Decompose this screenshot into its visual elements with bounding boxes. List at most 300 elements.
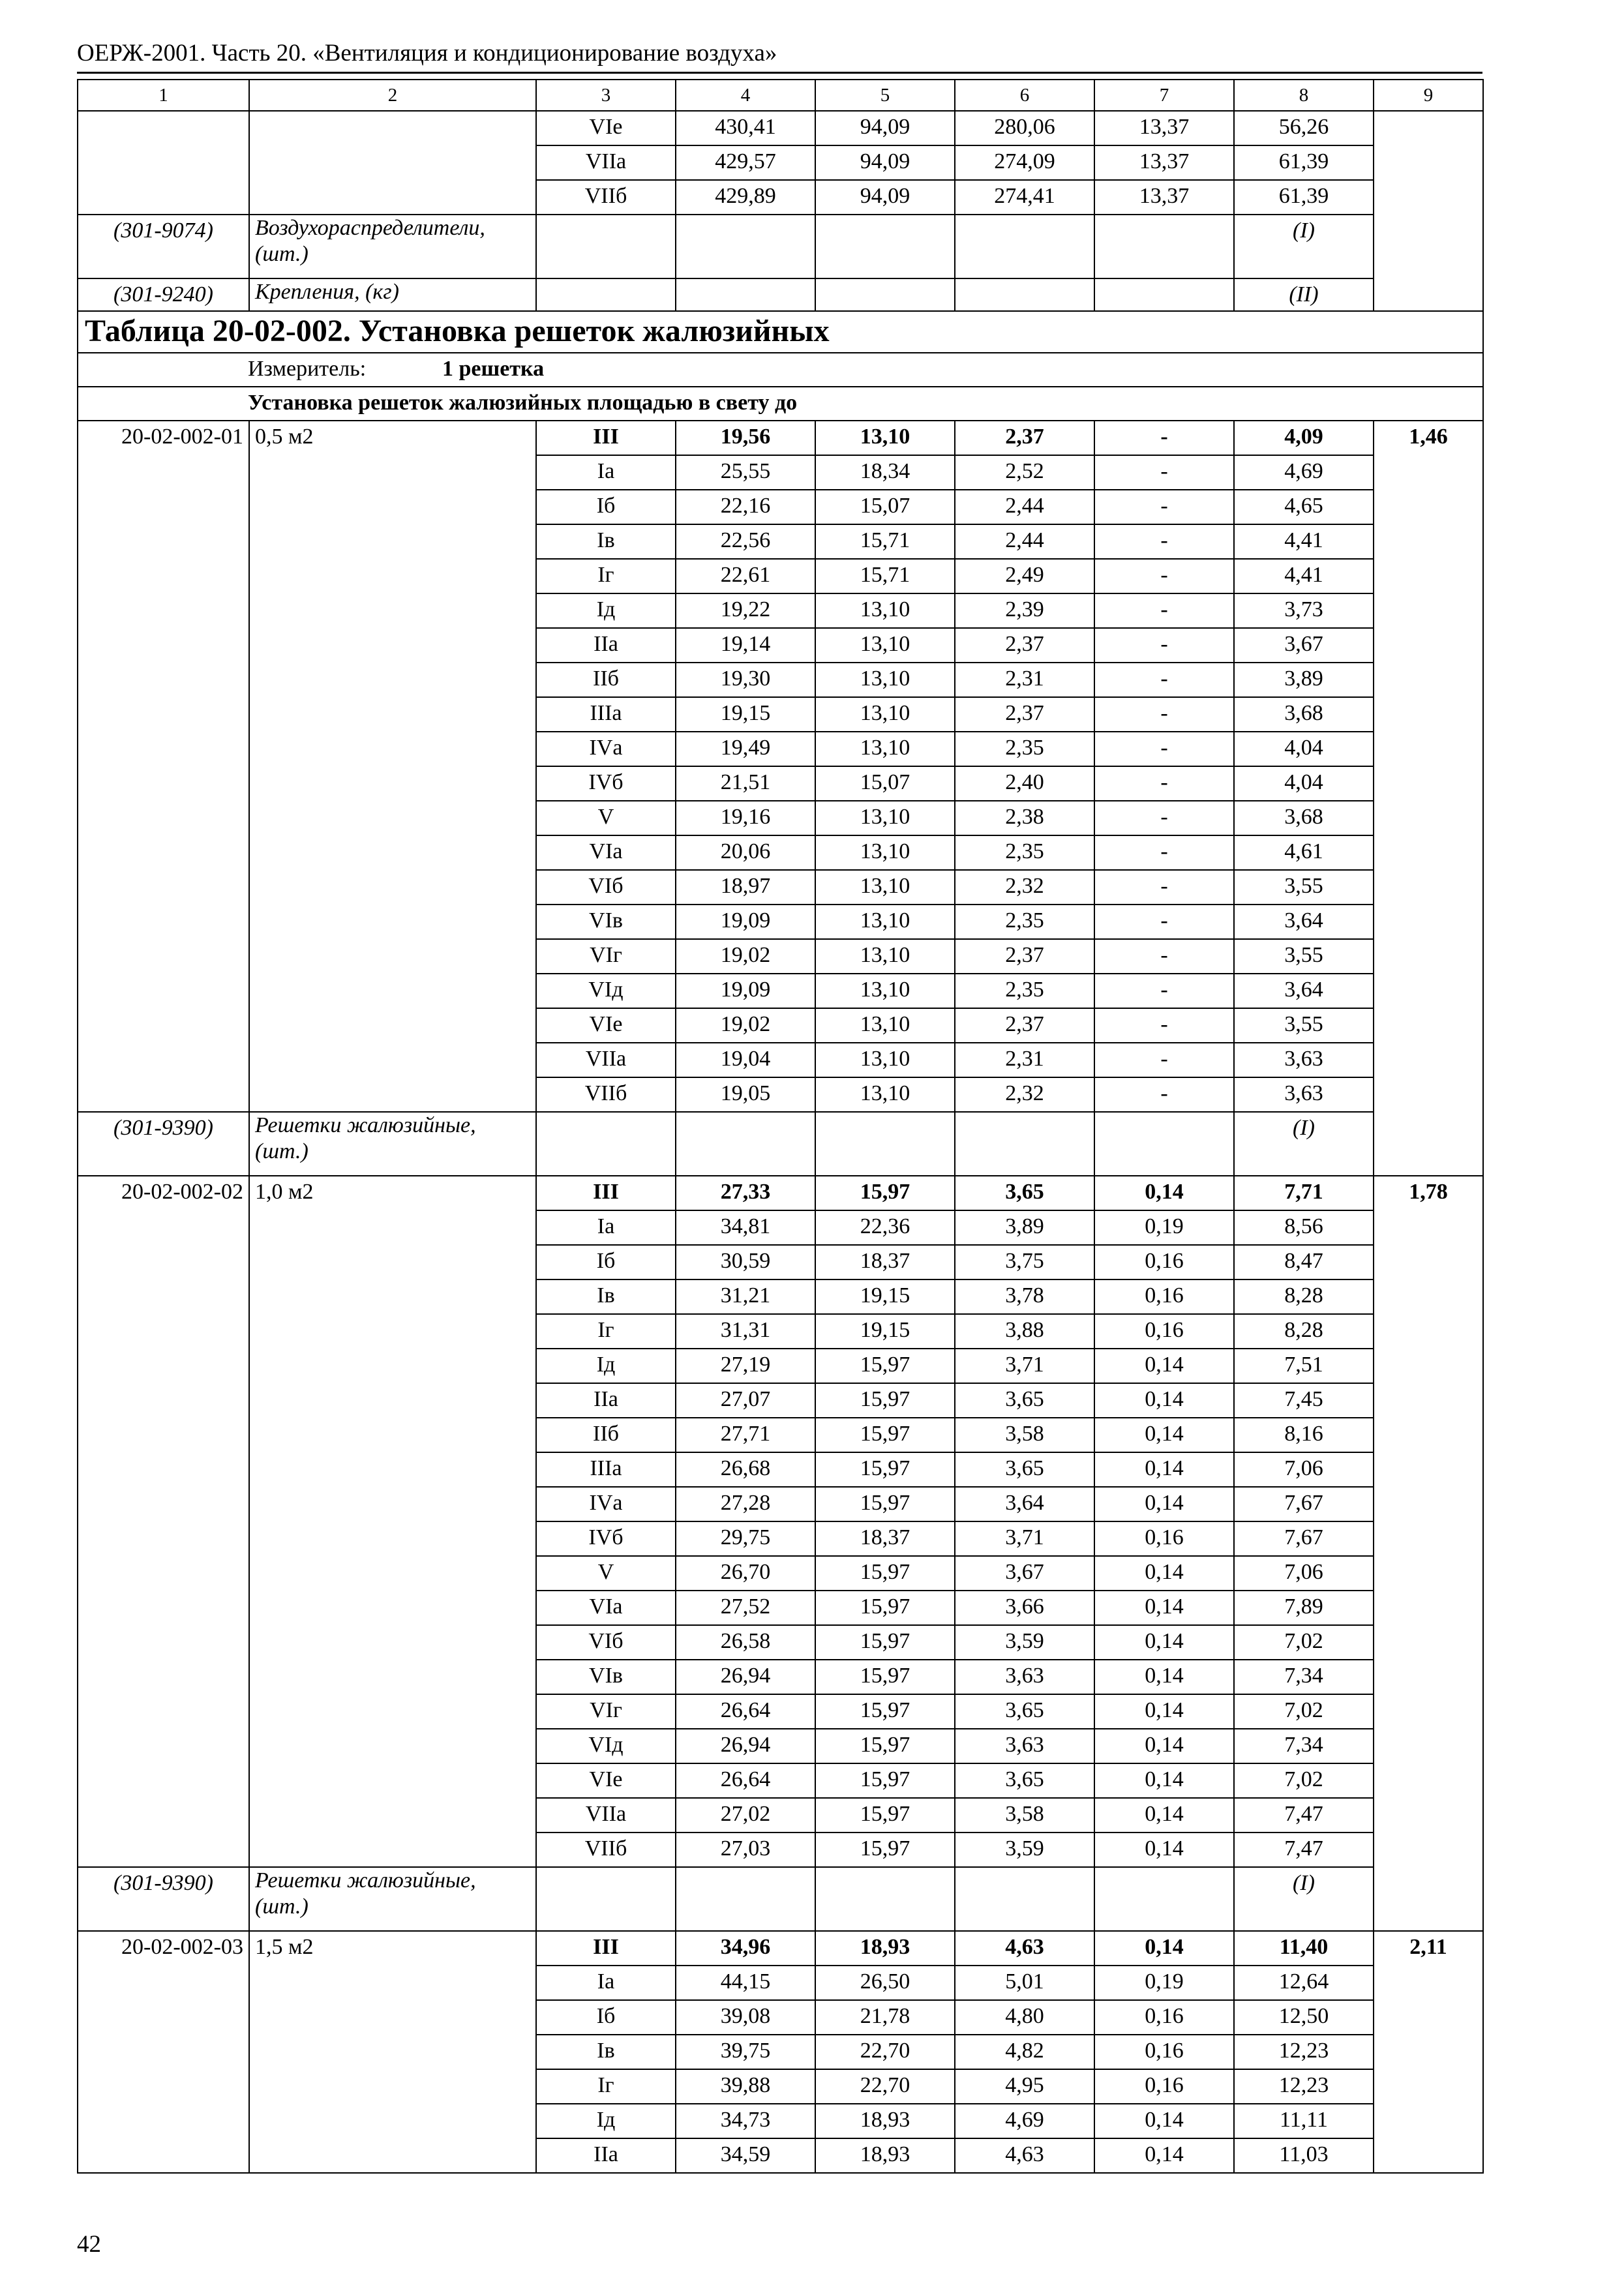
value-cell: 0,14 [1094,1487,1234,1521]
value-cell: 18,34 [815,455,955,490]
value-cell: 3,65 [955,1176,1094,1210]
resource-row [78,278,1483,311]
value-cell: 22,70 [815,2035,955,2069]
value-cell: 26,64 [676,1694,815,1729]
value-cell: 4,82 [955,2035,1094,2069]
value-cell: 2,35 [955,905,1094,939]
value-cell: 3,59 [955,1625,1094,1660]
value-cell: 3,75 [955,1245,1094,1279]
value-cell: 0,16 [1094,1314,1234,1349]
value-cell: 8,28 [1234,1314,1374,1349]
empty-cell [1094,215,1234,278]
column-number: 6 [955,80,1094,111]
empty-cell [955,215,1094,278]
resource-name: Крепления, (кг) [249,278,536,311]
name-cell [249,111,536,215]
value-cell: 22,70 [815,2069,955,2104]
value-cell: 27,03 [676,1833,815,1867]
header-rule [77,72,1482,74]
zone-cell: Iб [536,2000,676,2035]
value-cell: 20,06 [676,835,815,870]
value-cell: 0,16 [1094,1245,1234,1279]
value-cell: 18,97 [676,870,815,905]
value-cell: 7,45 [1234,1383,1374,1418]
value-cell: 31,31 [676,1314,815,1349]
empty-cell [536,215,676,278]
value-cell: 3,66 [955,1591,1094,1625]
value-cell: 2,37 [955,1008,1094,1043]
value-cell: - [1094,490,1234,524]
resource-value: (II) [1234,278,1374,311]
value-cell: 13,37 [1094,111,1234,145]
zone-cell: Iв [536,1279,676,1314]
value-cell: 15,97 [815,1591,955,1625]
value-cell: 3,64 [1234,974,1374,1008]
zone-cell: Iв [536,524,676,559]
value-cell: 2,32 [955,1077,1094,1112]
value-cell: 7,06 [1234,1556,1374,1591]
value-cell: 2,35 [955,835,1094,870]
value-cell: 3,67 [955,1556,1094,1591]
value-cell: 94,09 [815,145,955,180]
value-cell: 5,01 [955,1966,1094,2000]
resource-row [78,1867,1483,1931]
zone-cell: VIа [536,1591,676,1625]
value-cell: - [1094,421,1234,455]
value-cell: 4,04 [1234,766,1374,801]
zone-cell: VIв [536,1660,676,1694]
zone-cell: VIе [536,1008,676,1043]
resource-name: Решетки жалюзийные, (шт.) [249,1112,536,1176]
value-cell: - [1094,628,1234,663]
value-cell: 2,52 [955,455,1094,490]
value-cell: 2,38 [955,801,1094,835]
value-cell: 15,97 [815,1383,955,1418]
zone-cell: VIIб [536,1833,676,1867]
value-cell: 26,70 [676,1556,815,1591]
zone-cell: Iа [536,455,676,490]
item-name: 1,0 м2 [249,1176,536,1867]
value-cell: 3,89 [1234,663,1374,697]
resource-code: (301-9240) [78,278,249,311]
table-title-row [78,311,1483,353]
value-cell: 274,09 [955,145,1094,180]
value-cell: 3,65 [955,1763,1094,1798]
zone-cell: VIв [536,905,676,939]
value-cell: 3,55 [1234,870,1374,905]
value-cell: 0,14 [1094,1383,1234,1418]
zone-cell: IVб [536,1521,676,1556]
value-cell: 13,10 [815,974,955,1008]
value-cell: 0,14 [1094,1660,1234,1694]
value-cell: 0,16 [1094,2035,1234,2069]
value-cell: - [1094,939,1234,974]
zone-cell: VIа [536,835,676,870]
column-number: 2 [249,80,536,111]
value-cell: 19,49 [676,732,815,766]
value-cell: 15,97 [815,1694,955,1729]
value-cell: 34,59 [676,2138,815,2173]
value-cell: 13,10 [815,593,955,628]
value-cell: 274,41 [955,180,1094,215]
value-cell: 21,78 [815,2000,955,2035]
value-cell: 27,28 [676,1487,815,1521]
value-cell: 3,64 [1234,905,1374,939]
resource-name: Решетки жалюзийные, (шт.) [249,1867,536,1931]
value-cell: 2,44 [955,524,1094,559]
value-cell: 34,96 [676,1931,815,1966]
value-cell: 26,64 [676,1763,815,1798]
zone-cell: VIе [536,111,676,145]
value-cell: 3,59 [955,1833,1094,1867]
zone-cell: III [536,1176,676,1210]
zone-cell: Iб [536,490,676,524]
empty-cell [536,1867,676,1931]
value-cell: 2,37 [955,697,1094,732]
table-row [78,421,1483,455]
value-cell: 0,14 [1094,1556,1234,1591]
zone-cell: Iв [536,2035,676,2069]
value-cell: 22,16 [676,490,815,524]
value-cell: 7,34 [1234,1660,1374,1694]
value-cell: 15,97 [815,1349,955,1383]
value-cell: 13,10 [815,732,955,766]
value-cell: 26,68 [676,1452,815,1487]
empty-cell [536,278,676,311]
value-cell: 0,19 [1094,1966,1234,2000]
resource-code: (301-9390) [78,1112,249,1176]
item-name: 1,5 м2 [249,1931,536,2173]
value-cell: 7,67 [1234,1521,1374,1556]
value-cell: 0,14 [1094,1418,1234,1452]
value-cell: 3,71 [955,1521,1094,1556]
value-cell: 13,10 [815,1077,955,1112]
zone-cell: IIа [536,1383,676,1418]
value-cell: - [1094,697,1234,732]
value-cell: 19,22 [676,593,815,628]
value-cell: 3,73 [1234,593,1374,628]
empty-cell [1094,278,1234,311]
zone-cell: Iа [536,1966,676,2000]
empty-cell [676,215,815,278]
table-row [78,111,1483,145]
value-cell: 15,97 [815,1625,955,1660]
zone-cell: III [536,1931,676,1966]
zone-cell: VIIа [536,145,676,180]
value-cell: 0,14 [1094,2138,1234,2173]
resource-code: (301-9074) [78,215,249,278]
value-cell: 27,02 [676,1798,815,1833]
zone-cell: Iг [536,2069,676,2104]
value-cell: 19,14 [676,628,815,663]
meter-cell [78,353,1483,387]
value-cell: 56,26 [1234,111,1374,145]
value-cell: 7,06 [1234,1452,1374,1487]
item-col9: 1,78 [1374,1176,1483,1931]
value-cell: 7,02 [1234,1694,1374,1729]
value-cell: 4,80 [955,2000,1094,2035]
value-cell: 19,30 [676,663,815,697]
value-cell: 4,04 [1234,732,1374,766]
resource-row [78,1112,1483,1176]
code-cell [78,111,249,215]
value-cell: - [1094,766,1234,801]
zone-cell: Iд [536,2104,676,2138]
zone-cell: VIIб [536,1077,676,1112]
value-cell: 12,23 [1234,2035,1374,2069]
value-cell: 19,56 [676,421,815,455]
column-number: 5 [815,80,955,111]
value-cell: 19,15 [676,697,815,732]
value-cell: 30,59 [676,1245,815,1279]
item-col9: 2,11 [1374,1931,1483,2173]
empty-cell [815,215,955,278]
value-cell: 3,63 [955,1729,1094,1763]
value-cell: 0,14 [1094,1176,1234,1210]
zone-cell: Iд [536,1349,676,1383]
zone-cell: Iб [536,1245,676,1279]
value-cell: 19,02 [676,1008,815,1043]
resource-value: (I) [1234,215,1374,278]
value-cell: 7,47 [1234,1798,1374,1833]
value-cell: 3,55 [1234,1008,1374,1043]
value-cell: 15,97 [815,1556,955,1591]
resource-row [78,215,1483,278]
value-cell: 44,15 [676,1966,815,2000]
value-cell: 39,75 [676,2035,815,2069]
value-cell: 4,61 [1234,835,1374,870]
value-cell: 19,15 [815,1314,955,1349]
value-cell: 27,33 [676,1176,815,1210]
value-cell: 2,49 [955,559,1094,593]
zone-cell: IVб [536,766,676,801]
column-numbers-row [78,80,1483,111]
value-cell: 15,97 [815,1660,955,1694]
column-number: 7 [1094,80,1234,111]
resource-value: (I) [1234,1112,1374,1176]
value-cell: 13,10 [815,1043,955,1077]
value-cell: 4,09 [1234,421,1374,455]
value-cell: 0,16 [1094,2069,1234,2104]
zone-cell: VIд [536,974,676,1008]
value-cell: 15,97 [815,1763,955,1798]
value-cell: - [1094,905,1234,939]
zone-cell: IIIа [536,1452,676,1487]
item-name: 0,5 м2 [249,421,536,1112]
zone-cell: IIа [536,2138,676,2173]
empty-cell [955,278,1094,311]
zone-cell: VIIа [536,1043,676,1077]
value-cell: 0,16 [1094,2000,1234,2035]
value-cell: 19,05 [676,1077,815,1112]
value-cell: - [1094,455,1234,490]
zone-cell: V [536,1556,676,1591]
value-cell: 7,71 [1234,1176,1374,1210]
zone-cell: VIб [536,1625,676,1660]
value-cell: 3,65 [955,1383,1094,1418]
value-cell: - [1094,1008,1234,1043]
value-cell: 3,68 [1234,801,1374,835]
value-cell: 15,71 [815,559,955,593]
zone-cell: VIб [536,870,676,905]
value-cell: 19,02 [676,939,815,974]
column-number: 9 [1374,80,1483,111]
value-cell: 12,23 [1234,2069,1374,2104]
value-cell: 4,95 [955,2069,1094,2104]
value-cell: 8,16 [1234,1418,1374,1452]
value-cell: 39,88 [676,2069,815,2104]
value-cell: 12,50 [1234,2000,1374,2035]
zone-cell: VIд [536,1729,676,1763]
column-number: 1 [78,80,249,111]
value-cell: 19,16 [676,801,815,835]
value-cell: - [1094,593,1234,628]
value-cell: 21,51 [676,766,815,801]
value-cell: 61,39 [1234,180,1374,215]
resource-name: Воздухораспределители, (шт.) [249,215,536,278]
value-cell: 4,41 [1234,524,1374,559]
value-cell: 3,88 [955,1314,1094,1349]
value-cell: 15,07 [815,766,955,801]
value-cell: 94,09 [815,111,955,145]
value-cell: 0,19 [1094,1210,1234,1245]
value-cell: 13,10 [815,939,955,974]
zone-cell: Iг [536,559,676,593]
value-cell: 2,32 [955,870,1094,905]
running-title: ОЕРЖ-2001. Часть 20. «Вентиляция и кондиционирование воздуха» [77,40,777,67]
value-cell: 22,56 [676,524,815,559]
value-cell: - [1094,974,1234,1008]
value-cell: 19,15 [815,1279,955,1314]
value-cell: 39,08 [676,2000,815,2035]
value-cell: - [1094,870,1234,905]
value-cell: 2,37 [955,628,1094,663]
value-cell: 7,51 [1234,1349,1374,1383]
value-cell: 26,50 [815,1966,955,2000]
meter-label: Измеритель: [248,357,367,381]
value-cell: 18,37 [815,1521,955,1556]
value-cell: 4,41 [1234,559,1374,593]
value-cell: - [1094,663,1234,697]
value-cell: 26,58 [676,1625,815,1660]
value-cell: 11,40 [1234,1931,1374,1966]
empty-cell [676,278,815,311]
table-row [78,1176,1483,1210]
value-cell: 27,19 [676,1349,815,1383]
empty-cell [536,1112,676,1176]
zone-cell: IVа [536,1487,676,1521]
value-cell: 2,40 [955,766,1094,801]
zone-cell: III [536,421,676,455]
empty-cell [955,1867,1094,1931]
zone-cell: Iд [536,593,676,628]
value-cell: 18,93 [815,2138,955,2173]
zone-cell: IIб [536,1418,676,1452]
value-cell: 2,37 [955,939,1094,974]
value-cell: 2,37 [955,421,1094,455]
empty-cell [815,1112,955,1176]
value-cell: 19,09 [676,905,815,939]
value-cell: 0,14 [1094,1694,1234,1729]
value-cell: 0,14 [1094,1625,1234,1660]
zone-cell: VIг [536,1694,676,1729]
item-col9: 1,46 [1374,421,1483,1176]
value-cell: 4,69 [1234,455,1374,490]
value-cell: 13,10 [815,663,955,697]
value-cell: 11,03 [1234,2138,1374,2173]
zone-cell: IVа [536,732,676,766]
value-cell: - [1094,801,1234,835]
value-cell: 0,14 [1094,1729,1234,1763]
subheading-row [78,387,1483,421]
value-cell: - [1094,732,1234,766]
value-cell: 94,09 [815,180,955,215]
value-cell: 13,37 [1094,145,1234,180]
rates-table-body [78,80,1483,2173]
zone-cell: V [536,801,676,835]
zone-cell: Iа [536,1210,676,1245]
value-cell: 3,65 [955,1694,1094,1729]
value-cell: 0,14 [1094,1833,1234,1867]
meter-value: 1 решетка [442,357,545,381]
column-number: 4 [676,80,815,111]
resource-value: (I) [1234,1867,1374,1931]
value-cell: 19,09 [676,974,815,1008]
zone-cell: Iг [536,1314,676,1349]
value-cell: 15,97 [815,1176,955,1210]
value-cell: 7,02 [1234,1625,1374,1660]
zone-cell: VIIа [536,1798,676,1833]
value-cell: - [1094,1043,1234,1077]
value-cell: - [1094,1077,1234,1112]
item-code: 20-02-002-01 [78,421,249,1112]
value-cell: 0,16 [1094,1279,1234,1314]
item-code: 20-02-002-02 [78,1176,249,1867]
value-cell: 15,97 [815,1798,955,1833]
value-cell: 12,64 [1234,1966,1374,2000]
value-cell: 3,63 [1234,1043,1374,1077]
value-cell: 26,94 [676,1660,815,1694]
value-cell: 13,37 [1094,180,1234,215]
table-subheading: Установка решеток жалюзийных площадью в свету до [78,387,1483,421]
value-cell: 3,89 [955,1210,1094,1245]
col9-cell [1374,111,1483,311]
value-cell: 13,10 [815,801,955,835]
zone-cell: VIг [536,939,676,974]
value-cell: 13,10 [815,870,955,905]
zone-cell: IIа [536,628,676,663]
value-cell: 11,11 [1234,2104,1374,2138]
value-cell: 7,89 [1234,1591,1374,1625]
value-cell: 3,65 [955,1452,1094,1487]
value-cell: 0,16 [1094,1521,1234,1556]
empty-cell [815,278,955,311]
column-number: 8 [1234,80,1374,111]
empty-cell [815,1867,955,1931]
value-cell: 3,67 [1234,628,1374,663]
value-cell: 13,10 [815,421,955,455]
value-cell: 7,47 [1234,1833,1374,1867]
value-cell: 2,35 [955,974,1094,1008]
value-cell: - [1094,559,1234,593]
empty-cell [676,1112,815,1176]
empty-cell [1094,1112,1234,1176]
value-cell: 15,71 [815,524,955,559]
value-cell: 61,39 [1234,145,1374,180]
value-cell: 22,61 [676,559,815,593]
value-cell: 8,56 [1234,1210,1374,1245]
value-cell: 3,68 [1234,697,1374,732]
